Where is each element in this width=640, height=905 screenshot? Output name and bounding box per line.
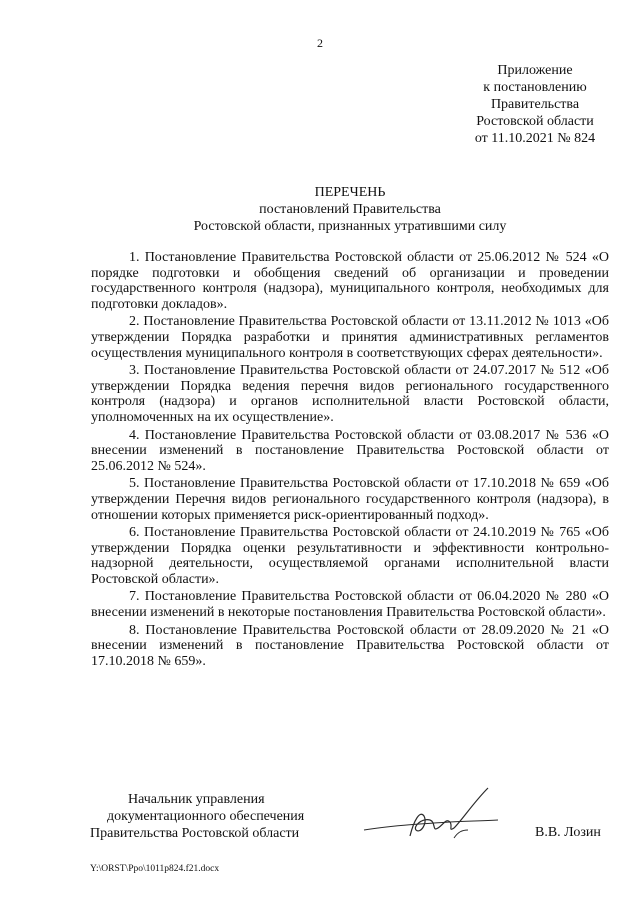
signatory-title-line: Правительства Ростовской области [90, 826, 300, 841]
page-number: 2 [317, 36, 323, 50]
list-item: 4. Постановление Правительства Ростовской области от 03.08.2017 № 536 «О внесении изменений в постановление Правительства Ростовской области от 25.06.2012 № 524». [91, 427, 609, 474]
resolutions-list [91, 250, 609, 671]
list-item: 7. Постановление Правительства Ростовской области от 06.04.2020 № 280 «О внесении изменений в некоторые постановления Правительства Ростовской области». [91, 589, 609, 621]
appendix-line: Правительства [490, 97, 580, 112]
appendix-block [440, 62, 630, 147]
list-item: 8. Постановление Правительства Ростовской области от 28.09.2020 № 21 «О внесении изменений в постановление Правительства Ростовской области от 17.10.2018 № 659». [91, 622, 609, 669]
title-heading: ПЕРЕЧЕНЬ [314, 185, 386, 200]
signatory-title-line: документационного обеспечения [107, 809, 305, 824]
signatory-title-line: Начальник управления [128, 792, 265, 807]
title-subtitle-line: Ростовской области, признанных утратившими силу [193, 219, 507, 234]
title-subtitle-line: постановлений Правительства [259, 202, 441, 217]
list-item: 5. Постановление Правительства Ростовской области от 17.10.2018 № 659 «Об утверждении Перечня видов регионального государственного контроля (надзора), в отношении которых применяется риск-ориентированный подход». [91, 476, 609, 523]
appendix-line: Приложение [497, 63, 573, 78]
list-item: 3. Постановление Правительства Ростовской области от 24.07.2017 № 512 «Об утверждении Порядка ведения перечня видов регионального государственного контроля (надзора) и органов исполнительной власти Ростовской области, уполномоченных на их осуществление». [91, 363, 609, 425]
document-title [0, 184, 640, 235]
appendix-line: к постановлению [483, 80, 587, 95]
list-item: 2. Постановление Правительства Ростовской области от 13.11.2012 № 1013 «Об утверждении Порядка разработки и принятия административных регламентов осуществления муниципального контроля в соответствующих сферах деятельности». [91, 314, 609, 361]
file-path: Y:\ORST\Ppo\1011p824.f21.docx [90, 864, 220, 874]
appendix-line: от 11.10.2021 № 824 [474, 131, 596, 146]
appendix-line: Ростовской области [476, 114, 594, 129]
list-item: 6. Постановление Правительства Ростовской области от 24.10.2019 № 765 «Об утверждении Порядка оценки результативности и эффективности контрольно-надзорной деятельности, осуществляемой органами исполнительной власти Ростовской области». [91, 525, 609, 587]
signatory-name: В.В. Лозин [535, 825, 601, 840]
signatory-position [90, 791, 330, 842]
list-item: 1. Постановление Правительства Ростовской области от 25.06.2012 № 524 «О порядке подготовки и обобщения сведений об организации и проведении государственного контроля (надзора), муниципального контроля, необходимых для подготовки докладов». [91, 250, 609, 312]
handwritten-signature [358, 780, 508, 850]
